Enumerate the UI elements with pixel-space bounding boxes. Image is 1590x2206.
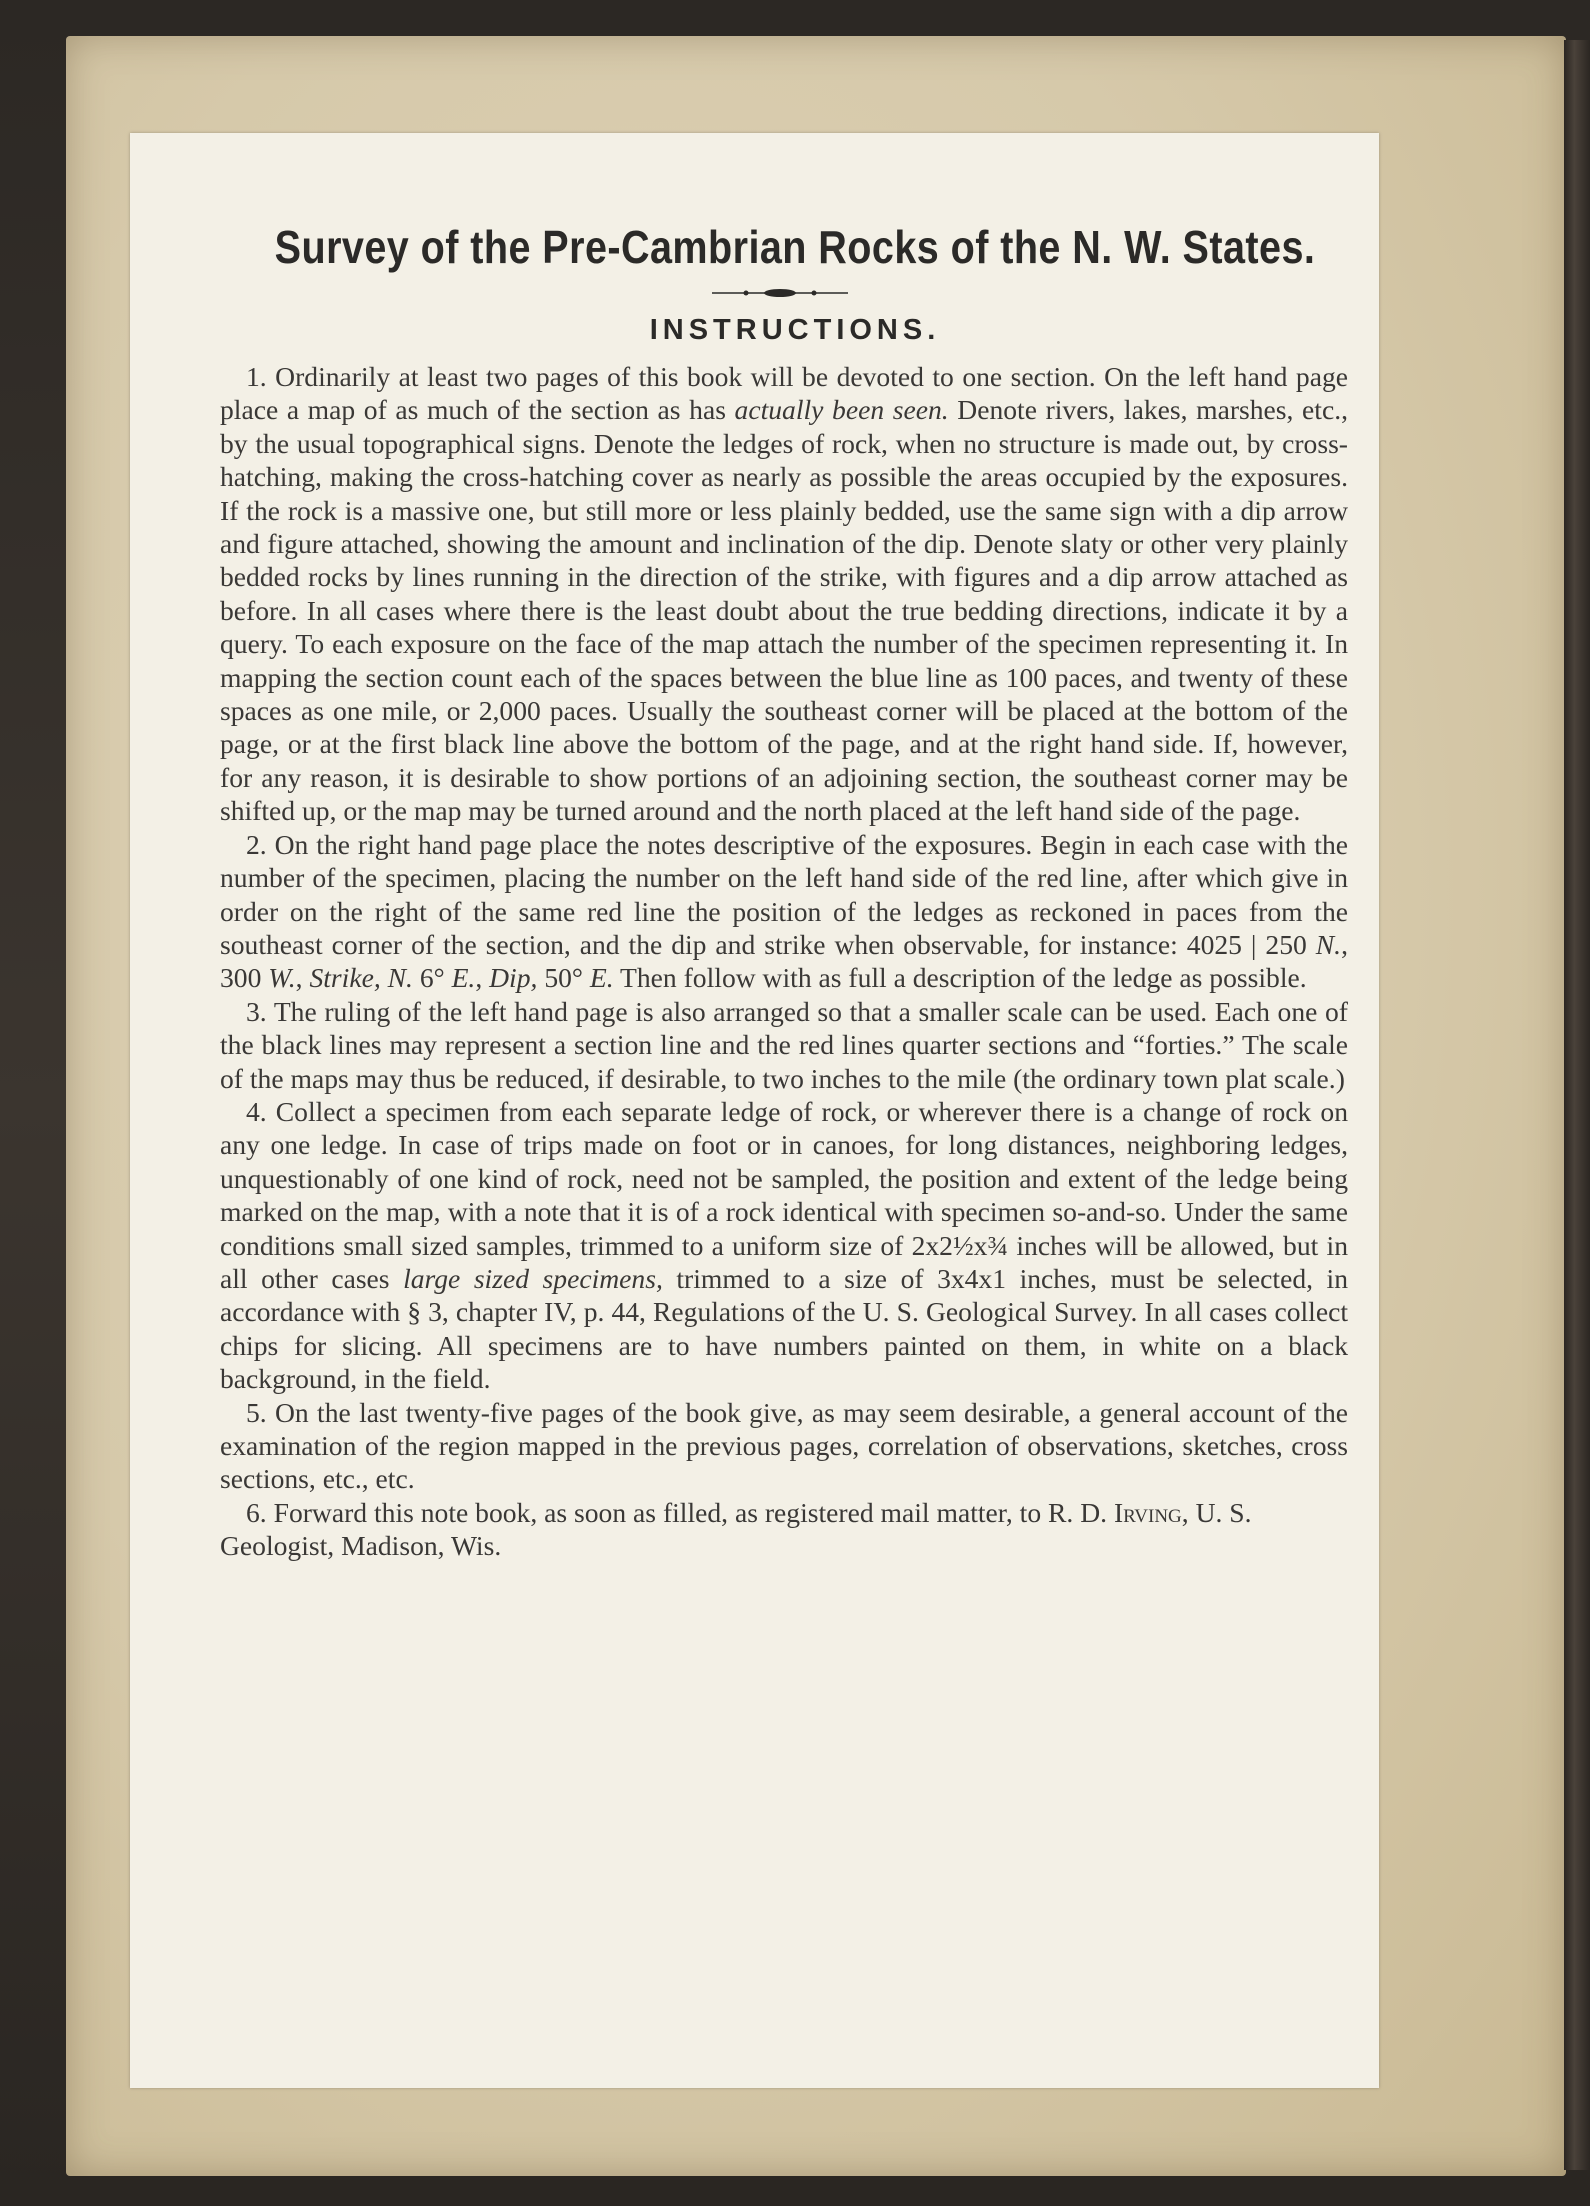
ornament-divider-icon	[710, 287, 850, 299]
page-title: Survey of the Pre-Cambrian Rocks of the N. W. States.	[274, 221, 1316, 273]
instructions-body	[220, 360, 1348, 1563]
instruction-5: 5. On the last twenty-five pages of the book give, as may seem desirable, a general account of the examination of the region mapped in the previous pages, correlation of observations, sketches, cross sections, etc., etc.	[220, 1396, 1348, 1495]
instruction-4: 4. Collect a specimen from each separate ledge of rock, or wherever there is a change of rock on any one ledge. In case of trips made on foot or in canoes, for long distances, neighboring ledges, unquestionably of one kind of rock, need not be sampled, the position and extent of the ledge being marked on the map, with a note that it is of a rock identical with specimen so-and-so. Under the same conditions small sized samples, trimmed to a uniform size of 2x2½x¾ inches will be allowed, but in all other cases large sized specimens, trimmed to a size of 3x4x1 inches, must be selected, in accordance with § 3, chapter IV, p. 44, Regulations of the U. S. Geological Survey. In all cases collect chips for slicing. All specimens are to have numbers painted on them, in white on a black background, in the field.	[220, 1095, 1348, 1395]
instruction-6: 6. Forward this note book, as soon as filled, as registered mail matter, to R. D. Irving, U. S. Geologist, Madison, Wis.	[220, 1496, 1252, 1562]
instruction-3: 3. The ruling of the left hand page is also arranged so that a smaller scale can be used. Each one of the black lines may represent a section line and the red lines quarter sections and “forties.” The scale of the maps may thus be reduced, if desirable, to two inches to the mile (the ordinary town plat scale.)	[220, 995, 1348, 1094]
instruction-2: 2. On the right hand page place the notes descriptive of the exposures. Begin in each case with the number of the specimen, placing the number on the left hand side of the red line, after which give in order on the right of the same red line the position of the ledges as reckoned in paces from the southeast corner of the section, and the dip and strike when observable, for instance: 4025 | 250 N., 300 W., Strike, N. 6° E., Dip, 50° E. Then follow with as full a description of the ledge as possible.	[220, 828, 1348, 994]
book-spine-edge	[1564, 40, 1590, 2170]
instructions-heading: INSTRUCTIONS.	[649, 314, 941, 346]
instruction-1: 1. Ordinarily at least two pages of this book will be devoted to one section. On the left hand page place a map of as much of the section as has actually been seen. Denote rivers, lakes, marshes, etc., by the usual topographical signs. Denote the ledges of rock, when no structure is made out, by cross-hatching, making the cross-hatching cover as nearly as possible the areas occupied by the exposures. If the rock is a massive one, but still more or less plainly bedded, use the same sign with a dip arrow and figure attached, showing the amount and inclination of the dip. Denote slaty or other very plainly bedded rocks by lines running in the direction of the strike, with figures and a dip arrow attached as before. In all cases where there is the least doubt about the true bedding directions, indicate it by a query. To each exposure on the face of the map attach the number of the specimen representing it. In mapping the section count each of the spaces between the blue line as 100 paces, and twenty of these spaces as one mile, or 2,000 paces. Usually the southeast corner will be placed at the bottom of the page, or at the first black line above the bottom of the page, and at the right hand side. If, however, for any reason, it is desirable to show portions of an adjoining section, the southeast corner may be shifted up, or the map may be turned around and the north placed at the left hand side of the page.	[220, 361, 1348, 827]
